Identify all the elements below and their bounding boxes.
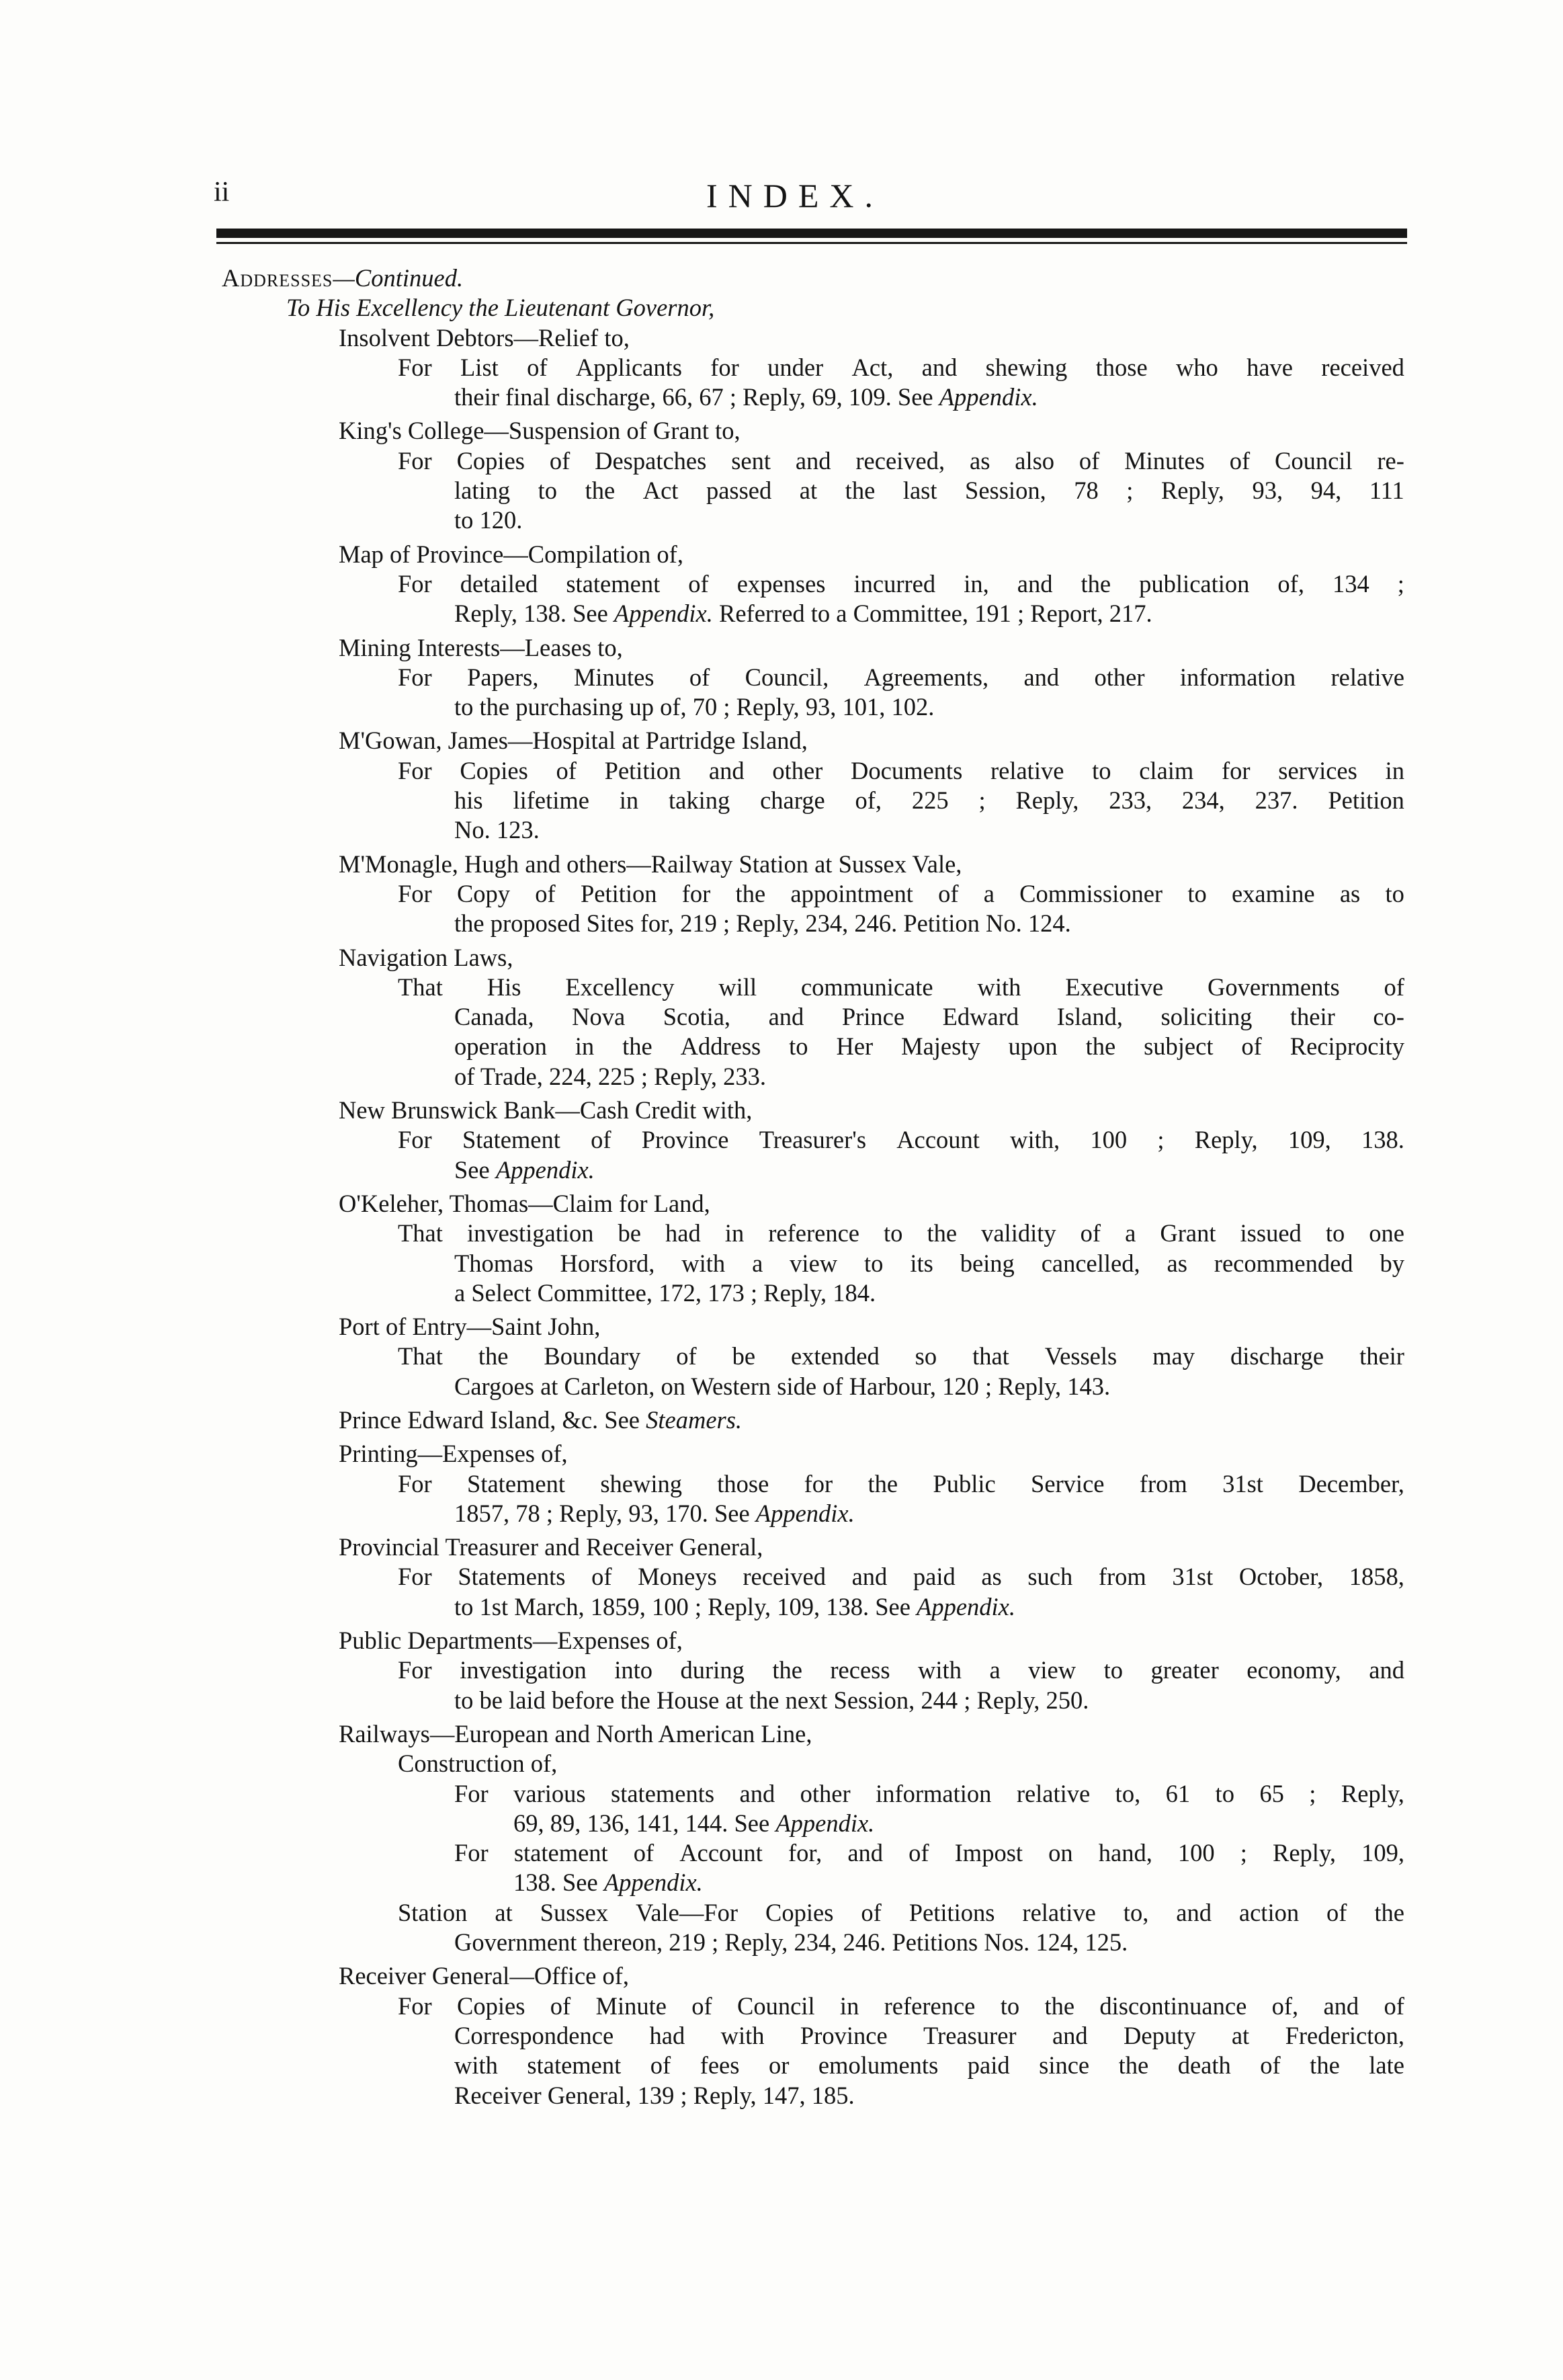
entry-line: That His Excellency will communicate with Executive Governments of	[398, 973, 1404, 1001]
entry-line: For statement of Account for, and of Impost on hand, 100 ; Reply, 109,	[454, 1839, 1404, 1867]
entry-line: No. 123.	[454, 816, 540, 844]
entry-line: a Select Committee, 172, 173 ; Reply, 184.	[454, 1278, 876, 1307]
entry-heading: Public Departments—Expenses of,	[339, 1627, 683, 1655]
entry-line: his lifetime in taking charge of, 225 ; Reply, 233, 234, 237. Petition	[454, 786, 1404, 815]
entry-line: For Copy of Petition for the appointment of a Commissioner to examine as to	[398, 879, 1404, 907]
entry-line: with statement of fees or emoluments paid since the death of the late	[454, 2051, 1404, 2080]
entry-line: For Copies of Minute of Council in reference to the discontinuance of, and of	[398, 1992, 1404, 2020]
page-number: ii	[214, 177, 230, 208]
entry-line: Government thereon, 219 ; Reply, 234, 246. Petitions Nos. 124, 125.	[454, 1928, 1128, 1957]
entry-line: For Copies of Petition and other Documents relative to claim for services in	[398, 756, 1404, 784]
entry-line: Canada, Nova Scotia, and Prince Edward Island, soliciting their co-	[454, 1003, 1404, 1031]
entry-line: For detailed statement of expenses incurred in, and the publication of, 134 ;	[398, 569, 1404, 598]
entry-line: For Papers, Minutes of Council, Agreements, and other information relative	[398, 663, 1404, 691]
entry-heading: Railways—European and North American Line,	[339, 1719, 812, 1748]
entry-line: That investigation be had in reference to the validity of a Grant issued to one	[398, 1219, 1404, 1247]
section-label: Addresses	[222, 264, 333, 292]
entry-line: For Statement shewing those for the Public Service from 31st December,	[398, 1469, 1404, 1497]
section-heading	[222, 263, 1404, 293]
entry-line: For investigation into during the recess with a view to greater economy, and	[398, 1656, 1404, 1684]
entry-line: Cargoes at Carleton, on Western side of Harbour, 120 ; Reply, 143.	[454, 1372, 1111, 1400]
entry-line: to 120.	[454, 506, 523, 534]
entry-line: Station at Sussex Vale—For Copies of Petitions relative to, and action of the	[398, 1898, 1404, 1926]
entry-line: Correspondence had with Province Treasurer and Deputy at Fredericton,	[454, 2021, 1404, 2049]
entry-line: the proposed Sites for, 219 ; Reply, 234, 246. Petition No. 124.	[454, 909, 1071, 938]
entry-heading: O'Keleher, Thomas—Claim for Land,	[339, 1189, 710, 1217]
running-title: INDEX.	[706, 177, 884, 214]
header-rule-thin	[216, 242, 1407, 244]
entry-line: to 1st March, 1859, 100 ; Reply, 109, 138. See Appendix.	[454, 1592, 1015, 1620]
entry-line: 69, 89, 136, 141, 144. See Appendix.	[513, 1809, 875, 1837]
sub-heading: Construction of,	[398, 1750, 558, 1778]
entry-heading: Insolvent Debtors—Relief to,	[339, 323, 630, 352]
entry-line: That the Boundary of be extended so that Vessels may discharge their	[398, 1342, 1404, 1370]
entry-line: For List of Applicants for under Act, and shewing those who have received	[398, 353, 1404, 381]
entry-heading: Provincial Treasurer and Receiver General,	[339, 1533, 763, 1561]
header-rule-thick	[216, 229, 1407, 238]
entry-line: of Trade, 224, 225 ; Reply, 233.	[454, 1062, 767, 1090]
entry-line: See Appendix.	[454, 1155, 595, 1184]
entry-heading: Prince Edward Island, &c. See Steamers.	[339, 1405, 743, 1434]
entry-heading: Navigation Laws,	[339, 943, 513, 971]
entry-heading: Receiver General—Office of,	[339, 1962, 630, 1990]
entry-line: Thomas Horsford, with a view to its being cancelled, as recommended by	[454, 1249, 1404, 1277]
entry-heading: M'Gowan, James—Hospital at Partridge Island,	[339, 727, 808, 755]
entry-line: to the purchasing up of, 70 ; Reply, 93, 101, 102.	[454, 693, 935, 721]
entry-line: 138. See Appendix.	[513, 1869, 703, 1897]
entry-heading: Printing—Expenses of,	[339, 1440, 568, 1468]
entry-heading: Mining Interests—Leases to,	[339, 633, 623, 661]
section-continued: —Continued.	[333, 264, 464, 292]
entry-heading: Port of Entry—Saint John,	[339, 1313, 601, 1341]
addressee: To His Excellency the Lieutenant Governor,	[286, 294, 715, 322]
index-content	[222, 263, 1404, 2110]
entry-heading: Map of Province—Compilation of,	[339, 540, 683, 568]
entry-line: Receiver General, 139 ; Reply, 147, 185.	[454, 2081, 855, 2109]
entry-line: For Statements of Moneys received and paid as such from 31st October, 1858,	[398, 1563, 1404, 1591]
entry-line: lating to the Act passed at the last Session, 78 ; Reply, 93, 94, 111	[454, 477, 1404, 505]
entry-line: 1857, 78 ; Reply, 93, 170. See Appendix.	[454, 1499, 855, 1527]
entry-line: For various statements and other information relative to, 61 to 65 ; Reply,	[454, 1779, 1404, 1807]
entry-line: their final discharge, 66, 67 ; Reply, 69, 109. See Appendix.	[454, 383, 1038, 411]
entry-line: operation in the Address to Her Majesty upon the subject of Reciprocity	[454, 1032, 1404, 1061]
entry-line: Reply, 138. See Appendix. Referred to a Committee, 191 ; Report, 217.	[454, 600, 1152, 628]
entry-heading: King's College—Suspension of Grant to,	[339, 417, 741, 445]
entry-heading: M'Monagle, Hugh and others—Railway Station at Sussex Vale,	[339, 850, 962, 878]
entry-line: For Statement of Province Treasurer's Account with, 100 ; Reply, 109, 138.	[398, 1126, 1404, 1154]
entry-line: to be laid before the House at the next Session, 244 ; Reply, 250.	[454, 1686, 1089, 1714]
entry-line: For Copies of Despatches sent and received, as also of Minutes of Council re-	[398, 446, 1404, 475]
entry-heading: New Brunswick Bank—Cash Credit with,	[339, 1096, 753, 1124]
